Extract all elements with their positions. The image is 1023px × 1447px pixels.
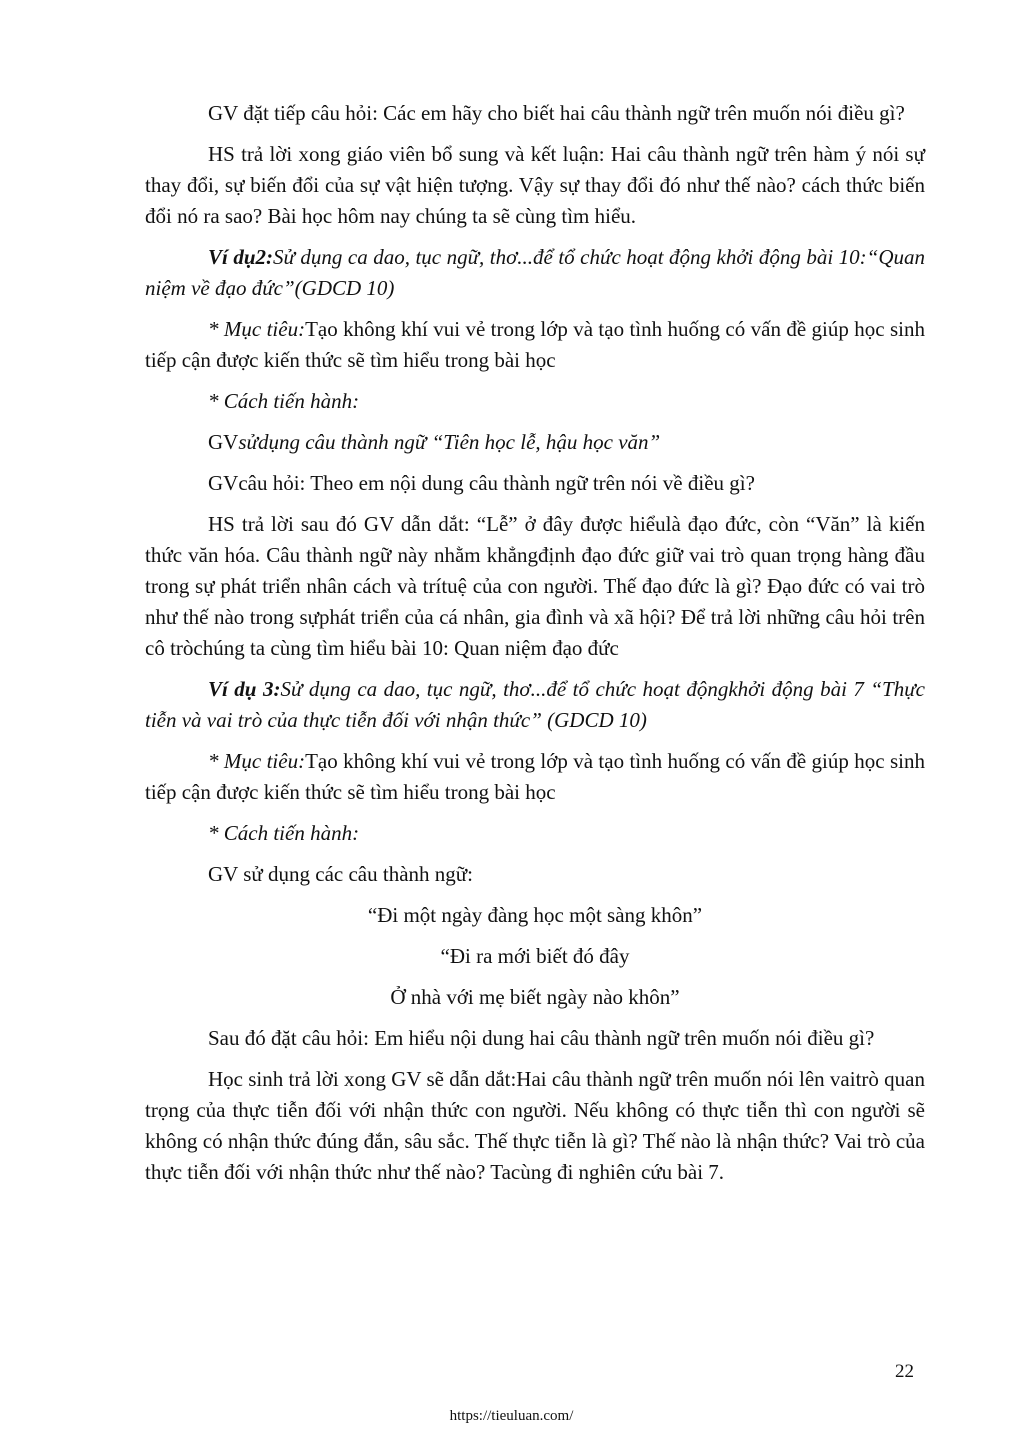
- objective-1: [145, 314, 925, 376]
- footer-url: https://tieuluan.com/: [449, 1408, 574, 1424]
- procedure-1-heading: * Cách tiến hành:: [208, 389, 360, 413]
- gv-idioms-intro: GV sử dụng các câu thành ngữ:: [208, 862, 473, 886]
- idiom-quote-2: “Đi ra mới biết đó đây: [440, 944, 630, 968]
- gv-question-line: GVcâu hỏi: Theo em nội dung câu thành ngữ trên nói về điều gì?: [208, 471, 755, 495]
- example-2-text: Sử dụng ca dao, tục ngữ, thơ...để tổ chức hoạt động khởi động bài 10:“Quan niệm về đạo đức”(GDCD 10): [145, 245, 926, 300]
- paragraph-conclusion: HS trả lời xong giáo viên bổ sung và kết luận: Hai câu thành ngữ trên hàm ý nói sự thay đổi, sự biến đổi của sự vật hiện tượng. Vậy sự thay đổi đó như thế nào? cách thức biến đổi nó ra sao? Bài học hôm nay chúng ta sẽ cùng tìm hiểu.: [145, 142, 925, 228]
- idiom-quote-3: Ở nhà với mẹ biết ngày nào khôn”: [390, 985, 680, 1009]
- example-2-label: Ví dụ2:: [208, 245, 273, 269]
- paragraph-question: GV đặt tiếp câu hỏi: Các em hãy cho biết hai câu thành ngữ trên muốn nói điều gì?: [208, 101, 905, 125]
- gv-idiom-line: [145, 427, 925, 458]
- example-3-text: Sử dụng ca dao, tục ngữ, thơ...để tổ chức hoạt độngkhởi động bài 7 “Thực tiễn và vai trò của thực tiễn đối với nhận thức” (GDCD 10): [145, 677, 925, 732]
- example-2-heading: [145, 242, 925, 304]
- paragraph-followup-question: Sau đó đặt câu hỏi: Em hiểu nội dung hai câu thành ngữ trên muốn nói điều gì?: [208, 1026, 875, 1050]
- document-body: [145, 98, 925, 1198]
- procedure-2-heading: * Cách tiến hành:: [208, 821, 360, 845]
- gv-idiom-text: sửdụng câu thành ngữ “Tiên học lễ, hậu học văn”: [238, 430, 661, 454]
- paragraph-hs-answer-2: Học sinh trả lời xong GV sẽ dẫn dắt:Hai câu thành ngữ trên muốn nói lên vaitrò quan trọng của thực tiễn đối với nhận thức con người. Nếu không có thực tiễn thì con người sẽ không có nhận thức đúng đắn, sâu sắc. Thế thực tiễn là gì? Thế nào là nhận thức? Vai trò của thực tiễn đối với nhận thức như thế nào? Tacùng đi nghiên cứu bài 7.: [145, 1067, 925, 1184]
- page-number: 22: [895, 1361, 914, 1382]
- idiom-quote-1: “Đi một ngày đàng học một sàng khôn”: [367, 903, 703, 927]
- objective-2-label: * Mục tiêu:: [208, 749, 306, 773]
- paragraph-hs-answer-1: HS trả lời sau đó GV dẫn dắt: “Lễ” ở đây được hiểulà đạo đức, còn “Văn” là kiến thức văn hóa. Câu thành ngữ này nhằm khẳngđịnh đạo đức giữ vai trò quan trọng hàng đầu trong sự phát triển nhân cách và trítuệ của con người. Thế đạo đức là gì? Đạo đức có vai trò như thế nào trong sựphát triển của cá nhân, gia đình và xã hội? Để trả lời những câu hỏi trên cô tròchúng ta cùng tìm hiểu bài 10: Quan niệm đạo đức: [145, 512, 925, 660]
- objective-2: [145, 746, 925, 808]
- objective-2-text: Tạo không khí vui vẻ trong lớp và tạo tình huống có vấn đề giúp học sinh tiếp cận được kiến thức sẽ tìm hiểu trong bài học: [145, 749, 925, 804]
- example-3-heading: [145, 674, 925, 736]
- objective-1-text: Tạo không khí vui vẻ trong lớp và tạo tình huống có vấn đề giúp học sinh tiếp cận được kiến thức sẽ tìm hiểu trong bài học: [145, 317, 925, 372]
- example-3-label: Ví dụ 3:: [208, 677, 281, 701]
- gv-prefix: GV: [208, 430, 239, 454]
- objective-1-label: * Mục tiêu:: [208, 317, 306, 341]
